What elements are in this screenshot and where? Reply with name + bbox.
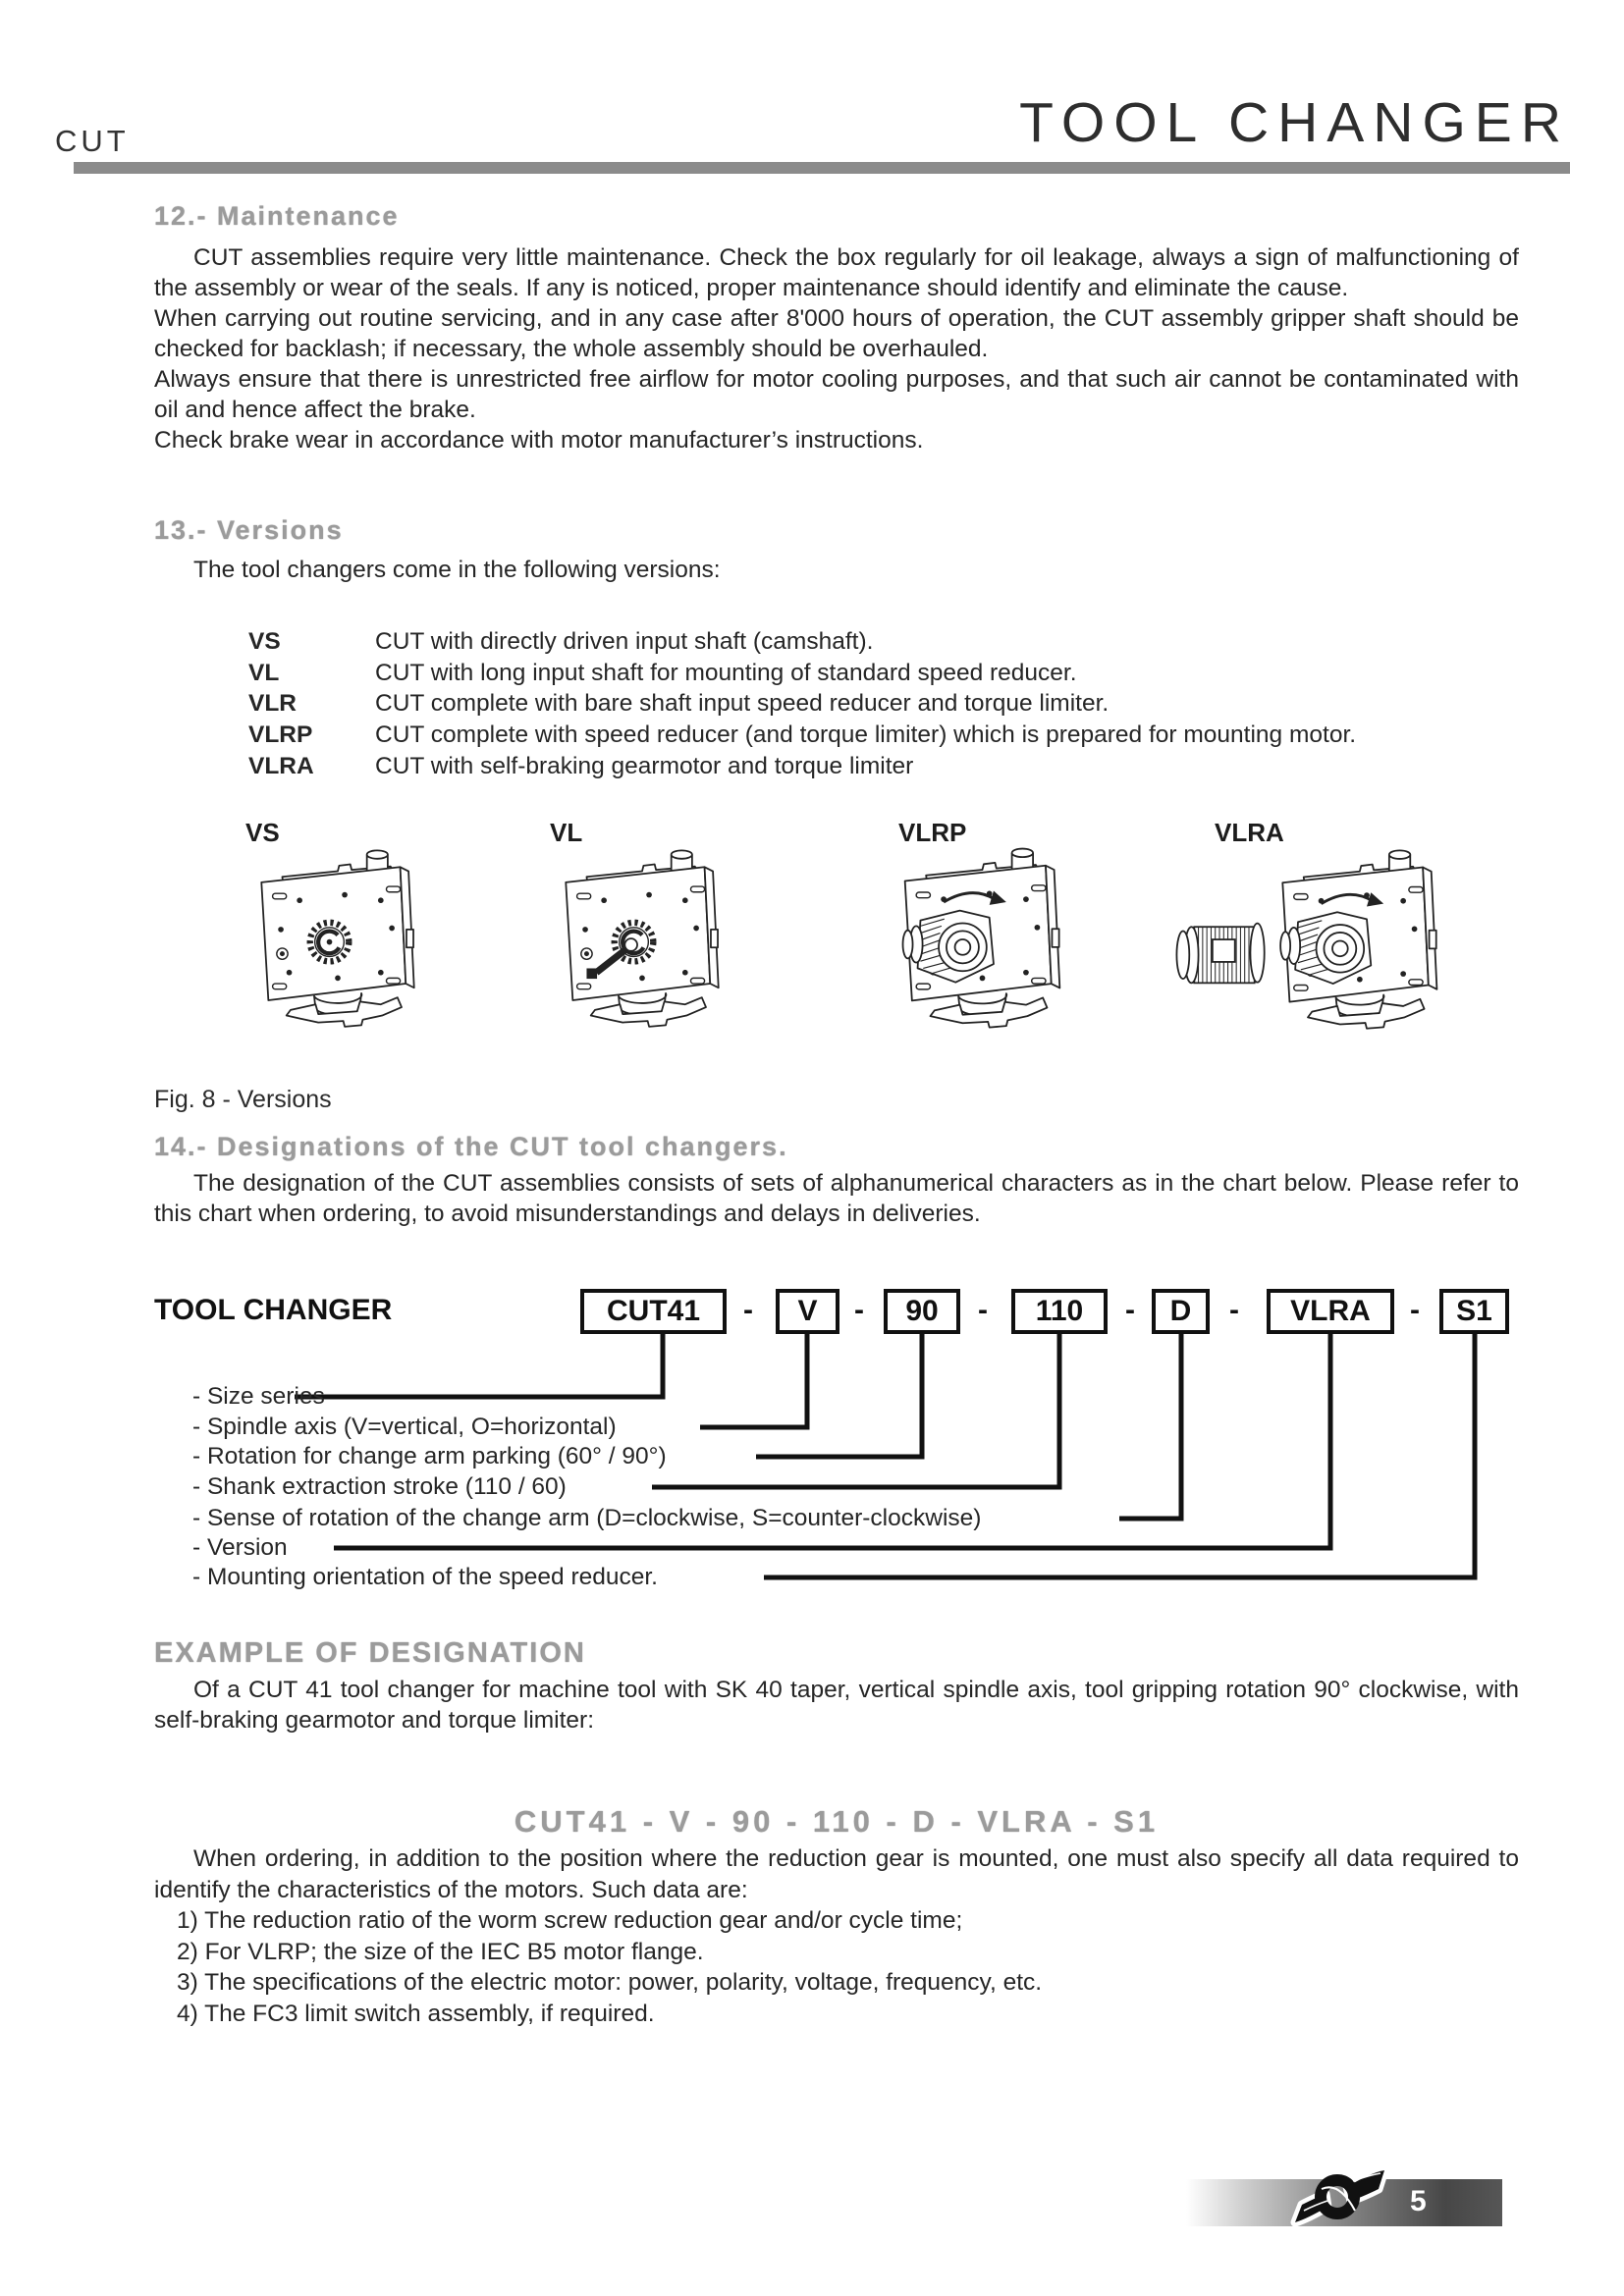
designation-separator: - xyxy=(854,1294,864,1326)
figure-caption: Fig. 8 - Versions xyxy=(154,1086,332,1113)
designation-chart xyxy=(0,1276,1624,1605)
figure-drawing-vs xyxy=(234,846,442,1034)
section-heading-example: EXAMPLE OF DESIGNATION xyxy=(154,1637,586,1669)
header-rule xyxy=(74,162,1570,174)
versions-list xyxy=(154,626,1519,781)
version-row xyxy=(154,688,1519,720)
designation-box-sense: D xyxy=(1152,1289,1210,1334)
example-designation-code: CUT41 - V - 90 - 110 - D - VLRA - S1 xyxy=(514,1804,1160,1839)
legend-spindle-axis: - Spindle axis (V=vertical, O=horizontal) xyxy=(192,1414,617,1440)
version-code: VL xyxy=(248,659,280,686)
designation-box-stroke: 110 xyxy=(1011,1289,1108,1334)
ordering-item: 2) For VLRP; the size of the IEC B5 motor flange. xyxy=(177,1938,704,1965)
ordering-item: 1) The reduction ratio of the worm screw reduction gear and/or cycle time; xyxy=(177,1907,963,1934)
figure-drawing-vl xyxy=(538,846,746,1034)
legend-rotation: - Rotation for change arm parking (60° / 90°) xyxy=(192,1443,667,1469)
figure-label-vlrp: VLRP xyxy=(898,818,967,847)
brand-cut: CUT xyxy=(55,124,130,158)
version-description: CUT with self-braking gearmotor and torque limiter xyxy=(375,752,914,779)
example-text xyxy=(154,1675,1519,1735)
figure-label-vl: VL xyxy=(550,818,583,847)
page-number: 5 xyxy=(1410,2185,1427,2217)
section-heading-maintenance: 12.- Maintenance xyxy=(154,201,400,231)
page-title: TOOL CHANGER xyxy=(1019,91,1570,154)
version-row xyxy=(154,626,1519,658)
designation-separator: - xyxy=(978,1294,988,1326)
designation-box-mounting: S1 xyxy=(1439,1289,1509,1334)
chart-label-tool-changer: TOOL CHANGER xyxy=(154,1294,393,1326)
figure-label-vs: VS xyxy=(245,818,280,847)
maintenance-text xyxy=(154,242,1519,455)
version-code: VLRP xyxy=(248,721,313,749)
designation-box-size: CUT41 xyxy=(580,1289,727,1334)
version-description: CUT with long input shaft for mounting of standard speed reducer. xyxy=(375,659,1077,686)
maintenance-paragraph: Check brake wear in accordance with motor manufacturer’s instructions. xyxy=(154,427,924,454)
maintenance-paragraph: When carrying out routine servicing, and in any case after 8'000 hours of operation, the CUT assembly gripper shaft should be checked for backlash; if necessary, the whole assembly should be overhauled. xyxy=(154,305,1519,362)
figure-drawing-vlrp xyxy=(877,844,1088,1035)
legend-mounting-orientation: - Mounting orientation of the speed reducer. xyxy=(192,1564,658,1590)
legend-stroke: - Shank extraction stroke (110 / 60) xyxy=(192,1473,567,1500)
versions-intro-text: The tool changers come in the following versions: xyxy=(193,557,721,583)
version-description: CUT complete with speed reducer (and torque limiter) which is prepared for mounting motor. xyxy=(375,721,1357,749)
example-paragraph: Of a CUT 41 tool changer for machine tool with SK 40 taper, vertical spindle axis, tool gripping rotation 90° clockwise, with self-braking gearmotor and torque limiter: xyxy=(154,1677,1519,1734)
designation-separator: - xyxy=(1410,1294,1420,1326)
designation-separator: - xyxy=(1125,1294,1135,1326)
version-code: VLR xyxy=(248,690,297,718)
designations-paragraph: The designation of the CUT assemblies consists of sets of alphanumerical characters as in the chart below. Please refer to this chart when ordering, to avoid misunderstandings and delays in deliveries. xyxy=(154,1170,1519,1227)
legend-version: - Version xyxy=(192,1534,288,1561)
section-heading-versions: 13.- Versions xyxy=(154,515,344,545)
legend-sense-of-rotation: - Sense of rotation of the change arm (D=clockwise, S=counter-clockwise) xyxy=(192,1505,982,1531)
designation-box-rotation: 90 xyxy=(884,1289,960,1334)
designations-text xyxy=(154,1168,1519,1229)
ordering-list xyxy=(154,1905,1519,2029)
ordering-intro: When ordering, in addition to the position where the reduction gear is mounted, one must also specify all data required to identify the characteristics of the motors. Such data are: xyxy=(154,1845,1519,1903)
brand-logo-knot xyxy=(1288,2162,1394,2226)
version-row xyxy=(154,720,1519,751)
figure-label-vlra: VLRA xyxy=(1215,818,1284,847)
maintenance-paragraph: CUT assemblies require very little maintenance. Check the box regularly for oil leakage, always a sign of malfunctioning of the assembly or wear of the seals. If any is noticed, proper maintenance should identify and eliminate the cause. xyxy=(154,244,1519,301)
ordering-item: 4) The FC3 limit switch assembly, if required. xyxy=(177,2000,655,2027)
versions-intro xyxy=(154,555,1519,585)
version-code: VLRA xyxy=(248,752,314,779)
version-description: CUT complete with bare shaft input speed reducer and torque limiter. xyxy=(375,690,1110,718)
designation-separator: - xyxy=(1229,1294,1239,1326)
designation-separator: - xyxy=(743,1294,753,1326)
maintenance-paragraph: Always ensure that there is unrestricted free airflow for motor cooling purposes, and that such air cannot be contaminated with oil and hence affect the brake. xyxy=(154,366,1519,423)
figure-drawing-vlra xyxy=(1170,846,1465,1036)
version-description: CUT with directly driven input shaft (camshaft). xyxy=(375,628,874,655)
ordering-item: 3) The specifications of the electric motor: power, polarity, voltage, frequency, etc. xyxy=(177,1969,1043,1996)
section-heading-designations: 14.- Designations of the CUT tool changers. xyxy=(154,1132,788,1161)
version-code: VS xyxy=(248,628,281,655)
designation-box-spindle-axis: V xyxy=(776,1289,839,1334)
legend-size-series: - Size series xyxy=(192,1383,325,1410)
designation-box-version: VLRA xyxy=(1267,1289,1394,1334)
ordering-text xyxy=(154,1843,1519,2029)
version-row xyxy=(154,751,1519,782)
version-row xyxy=(154,658,1519,689)
